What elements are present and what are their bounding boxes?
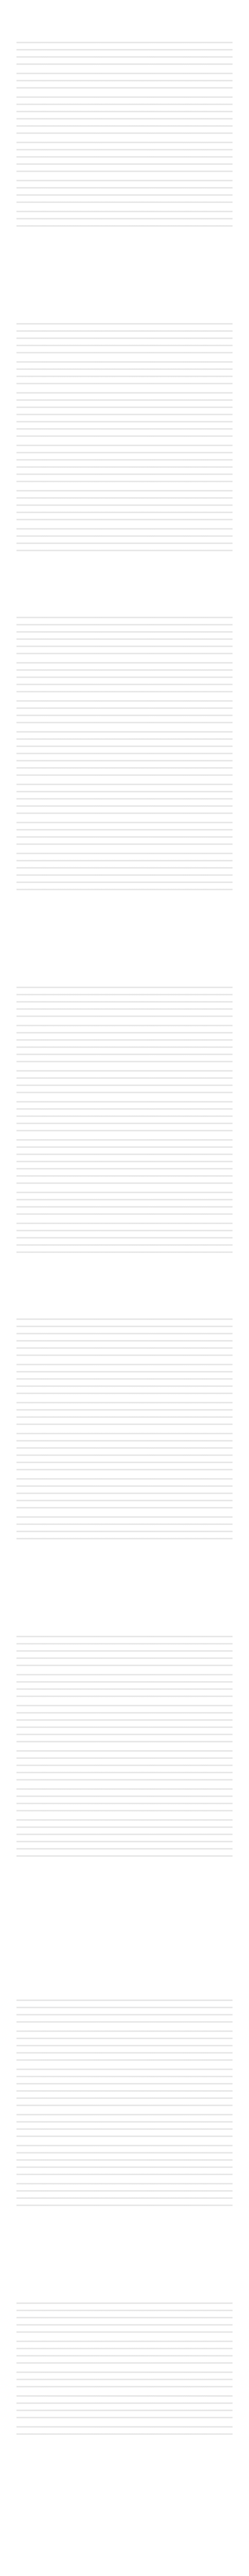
article-paragraph bbox=[16, 1220, 233, 1256]
page-gap bbox=[16, 1556, 233, 1618]
document-section bbox=[16, 28, 233, 240]
article-paragraph bbox=[16, 1671, 233, 1700]
article-paragraph bbox=[16, 2180, 233, 2209]
article-paragraph bbox=[16, 389, 233, 440]
article-paragraph bbox=[16, 1098, 233, 1134]
document-section bbox=[16, 2289, 233, 2448]
article-paragraph bbox=[16, 39, 233, 68]
page-gap bbox=[16, 1269, 233, 1300]
article-paragraph bbox=[16, 1817, 233, 1860]
article-paragraph bbox=[16, 1997, 233, 2026]
article-paragraph bbox=[16, 2111, 233, 2140]
article-paragraph bbox=[16, 850, 233, 893]
article-paragraph bbox=[16, 614, 233, 657]
page-number bbox=[16, 1863, 233, 1870]
article-paragraph bbox=[16, 320, 233, 357]
article-paragraph bbox=[16, 359, 233, 387]
document-section bbox=[16, 973, 233, 1266]
article-paragraph bbox=[16, 1702, 233, 1745]
article-paragraph bbox=[16, 659, 233, 696]
article-paragraph bbox=[16, 819, 233, 848]
article-paragraph bbox=[16, 1786, 233, 1815]
article-paragraph bbox=[16, 70, 233, 92]
chapter-heading bbox=[16, 973, 233, 981]
article-paragraph bbox=[16, 94, 233, 137]
document-section bbox=[16, 1622, 233, 1870]
chapter-heading bbox=[16, 603, 233, 611]
article-paragraph bbox=[16, 1189, 233, 1218]
chapter-heading bbox=[16, 28, 233, 36]
article-paragraph bbox=[16, 1361, 233, 1397]
document-section bbox=[16, 1304, 233, 1553]
page-gap bbox=[16, 243, 233, 305]
article-paragraph bbox=[16, 1748, 233, 1784]
chapter-heading bbox=[16, 1304, 233, 1313]
page-number bbox=[16, 2212, 233, 2219]
chapter-heading bbox=[16, 1986, 233, 1994]
chapter-heading bbox=[16, 2289, 233, 2297]
page-gap bbox=[16, 907, 233, 969]
article-paragraph bbox=[16, 2393, 233, 2421]
article-paragraph bbox=[16, 1633, 233, 1669]
page-number bbox=[16, 233, 233, 240]
article-paragraph bbox=[16, 1430, 233, 1473]
article-paragraph bbox=[16, 1514, 233, 1543]
article-paragraph bbox=[16, 1067, 233, 1096]
page-number bbox=[16, 1546, 233, 1553]
article-paragraph bbox=[16, 1316, 233, 1359]
document-section bbox=[16, 309, 233, 565]
page-number bbox=[16, 1259, 233, 1266]
page-number bbox=[16, 2441, 233, 2448]
article-paragraph bbox=[16, 177, 233, 206]
article-paragraph bbox=[16, 2369, 233, 2391]
page-number bbox=[16, 896, 233, 904]
article-paragraph bbox=[16, 139, 233, 175]
document-title bbox=[16, 11, 233, 23]
article-paragraph bbox=[16, 728, 233, 779]
article-paragraph bbox=[16, 1022, 233, 1065]
page-number bbox=[16, 557, 233, 565]
article-paragraph bbox=[16, 2066, 233, 2109]
document-section bbox=[16, 1986, 233, 2219]
chapter-heading bbox=[16, 1622, 233, 1630]
article-paragraph bbox=[16, 208, 233, 230]
chapter-heading bbox=[16, 309, 233, 317]
article-paragraph bbox=[16, 1137, 233, 1187]
article-paragraph bbox=[16, 781, 233, 817]
article-paragraph bbox=[16, 2028, 233, 2064]
article-paragraph bbox=[16, 442, 233, 485]
article-paragraph bbox=[16, 487, 233, 523]
article-paragraph bbox=[16, 2142, 233, 2178]
article-paragraph bbox=[16, 984, 233, 1020]
article-paragraph bbox=[16, 1476, 233, 1512]
article-paragraph bbox=[16, 698, 233, 726]
article-paragraph bbox=[16, 2424, 233, 2438]
document-section bbox=[16, 603, 233, 904]
article-paragraph bbox=[16, 2338, 233, 2367]
page-gap bbox=[16, 568, 233, 599]
page-gap bbox=[16, 2223, 233, 2284]
article-paragraph bbox=[16, 2300, 233, 2336]
article-paragraph bbox=[16, 526, 233, 554]
article-paragraph bbox=[16, 1399, 233, 1428]
page-gap bbox=[16, 1873, 233, 1981]
